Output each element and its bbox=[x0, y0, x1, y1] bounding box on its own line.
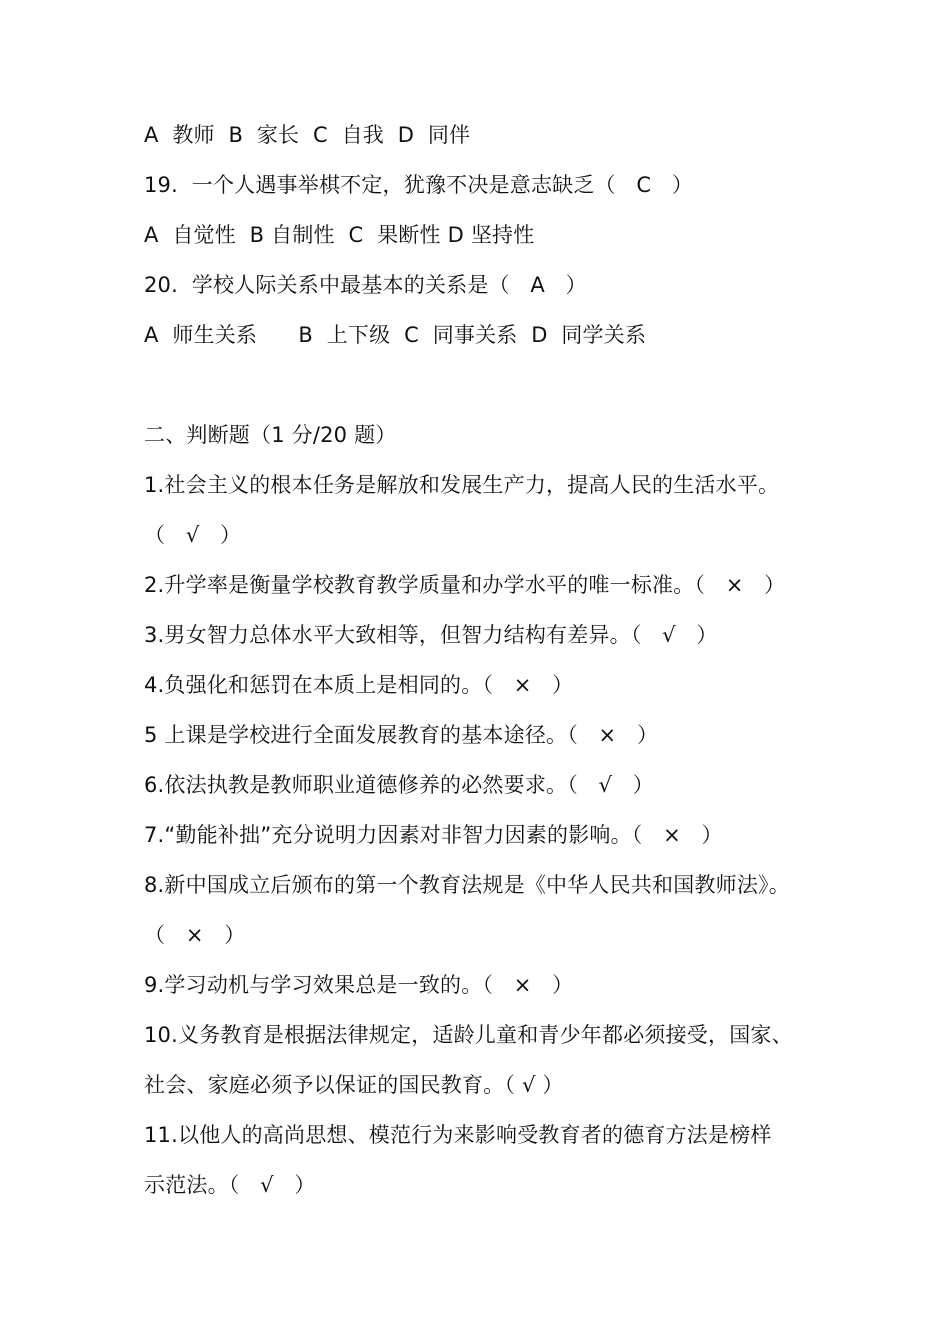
q19-options: A 自觉性 B 自制性 C 果断性 D 坚持性 bbox=[144, 223, 535, 247]
tf-item-6: 6.依法执教是教师职业道德修养的必然要求。（ √ ） bbox=[144, 773, 654, 797]
q19-question: 19. 一个人遇事举棋不定，犹豫不决是意志缺乏（ C ） bbox=[144, 173, 694, 197]
tf-item-10: 10.义务教育是根据法律规定，适龄儿童和青少年都必须接受，国家、 bbox=[144, 1023, 793, 1047]
tf-item-4: 4.负强化和惩罚在本质上是相同的。（ × ） bbox=[144, 673, 574, 697]
tf-item-7: 7.“勤能补拙”充分说明力因素对非智力因素的影响。（ × ） bbox=[144, 823, 723, 847]
tf-item-8: 8.新中国成立后颁布的第一个教育法规是《中华人民共和国教师法》。 bbox=[144, 873, 790, 897]
q20-question: 20. 学校人际关系中最基本的关系是（ A ） bbox=[144, 273, 587, 297]
tf-item-10-continued: 社会、家庭必须予以保证的国民教育。（ √ ） bbox=[144, 1073, 564, 1097]
tf-item-8-answer: （ × ） bbox=[144, 923, 246, 947]
tf-item-1-answer: （ √ ） bbox=[144, 523, 242, 547]
tf-item-9: 9.学习动机与学习效果总是一致的。（ × ） bbox=[144, 973, 574, 997]
tf-item-3: 3.男女智力总体水平大致相等，但智力结构有差异。（ √ ） bbox=[144, 623, 718, 647]
q18-options: A 教师 B 家长 C 自我 D 同伴 bbox=[144, 123, 471, 147]
tf-item-2: 2.升学率是衡量学校教育教学质量和办学水平的唯一标准。（ × ） bbox=[144, 573, 786, 597]
tf-item-1: 1.社会主义的根本任务是解放和发展生产力，提高人民的生活水平。 bbox=[144, 473, 780, 497]
section-title-true-false: 二、判断题（1 分/20 题） bbox=[144, 423, 397, 447]
tf-item-5: 5 上课是学校进行全面发展教育的基本途径。（ × ） bbox=[144, 723, 659, 747]
tf-item-11: 11.以他人的高尚思想、模范行为来影响受教育者的德育方法是榜样 bbox=[144, 1123, 772, 1147]
tf-item-11-continued: 示范法。（ √ ） bbox=[144, 1173, 316, 1197]
q20-options: A 师生关系 B 上下级 C 同事关系 D 同学关系 bbox=[144, 323, 647, 347]
